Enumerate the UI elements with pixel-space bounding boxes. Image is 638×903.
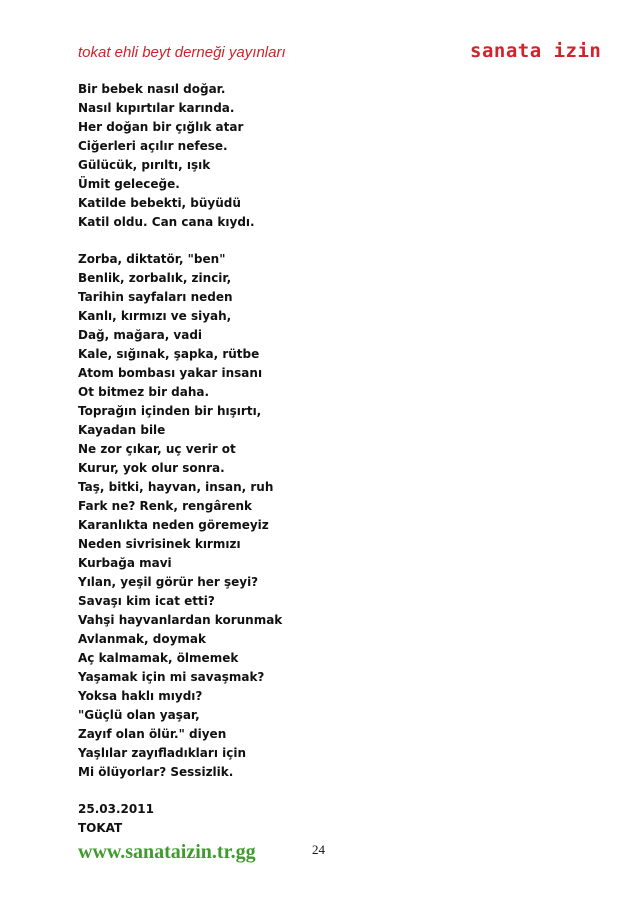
poem-line: Kanlı, kırmızı ve siyah, <box>78 309 232 323</box>
poem-line: Yoksa haklı mıydı? <box>78 689 203 703</box>
poem-line: Taş, bitki, hayvan, insan, ruh <box>78 480 274 494</box>
poem-stanza <box>78 250 578 782</box>
publisher-header: tokat ehli beyt derneği yayınları <box>78 44 286 61</box>
website-url: www.sanataizin.tr.gg <box>78 841 256 863</box>
poem-line: Her doğan bir çığlık atar <box>78 120 244 134</box>
poem-line: Yaşamak için mi savaşmak? <box>78 670 265 684</box>
page-number: 24 <box>312 842 325 857</box>
poem-line: Nasıl kıpırtılar karında. <box>78 101 235 115</box>
poem-line: Fark ne? Renk, rengârenk <box>78 499 252 513</box>
poem-line: Ümit geleceğe. <box>78 177 180 191</box>
poem-line: Ne zor çıkar, uç verir ot <box>78 442 236 456</box>
poem-signature <box>78 800 578 838</box>
poem-line: Katil oldu. Can cana kıydı. <box>78 215 255 229</box>
poem-line: Aç kalmamak, ölmemek <box>78 651 239 665</box>
poem-line: Bir bebek nasıl doğar. <box>78 82 226 96</box>
poem-line: Neden sivrisinek kırmızı <box>78 537 241 551</box>
poem-date: 25.03.2011 <box>78 802 154 816</box>
poem-line: Kurbağa mavi <box>78 556 172 570</box>
poem-line: Zorba, diktatör, "ben" <box>78 252 226 266</box>
series-logo-text: sanata izin <box>470 40 602 62</box>
poem-line: Kurur, yok olur sonra. <box>78 461 225 475</box>
poem-stanza <box>78 80 578 232</box>
poem-line: Vahşi hayvanlardan korunmak <box>78 613 283 627</box>
poem-line: Katilde bebekti, büyüdü <box>78 196 241 210</box>
poem-line: Yılan, yeşil görür her şeyi? <box>78 575 259 589</box>
poem-place: TOKAT <box>78 821 123 835</box>
poem-line: Ciğerleri açılır nefese. <box>78 139 228 153</box>
poem-line: Kayadan bile <box>78 423 166 437</box>
poem-line: Tarihin sayfaları neden <box>78 290 233 304</box>
poem-line: Ot bitmez bir daha. <box>78 385 210 399</box>
poem-line: Yaşlılar zayıfladıkları için <box>78 746 246 760</box>
poem-line: Mi ölüyorlar? Sessizlik. <box>78 765 234 779</box>
poem-line: Atom bombası yakar insanı <box>78 366 263 380</box>
poem-line: Avlanmak, doymak <box>78 632 206 646</box>
poem-line: Toprağın içinden bir hışırtı, <box>78 404 262 418</box>
poem-line: Karanlıkta neden göremeyiz <box>78 518 269 532</box>
poem-body <box>78 80 578 838</box>
poem-line: Dağ, mağara, vadi <box>78 328 203 342</box>
poem-line: Savaşı kim icat etti? <box>78 594 215 608</box>
poem-line: Kale, sığınak, şapka, rütbe <box>78 347 260 361</box>
poem-line: Gülücük, pırıltı, ışık <box>78 158 211 172</box>
poem-line: "Güçlü olan yaşar, <box>78 708 200 722</box>
poem-line: Benlik, zorbalık, zincir, <box>78 271 232 285</box>
poem-line: Zayıf olan ölür." diyen <box>78 727 227 741</box>
